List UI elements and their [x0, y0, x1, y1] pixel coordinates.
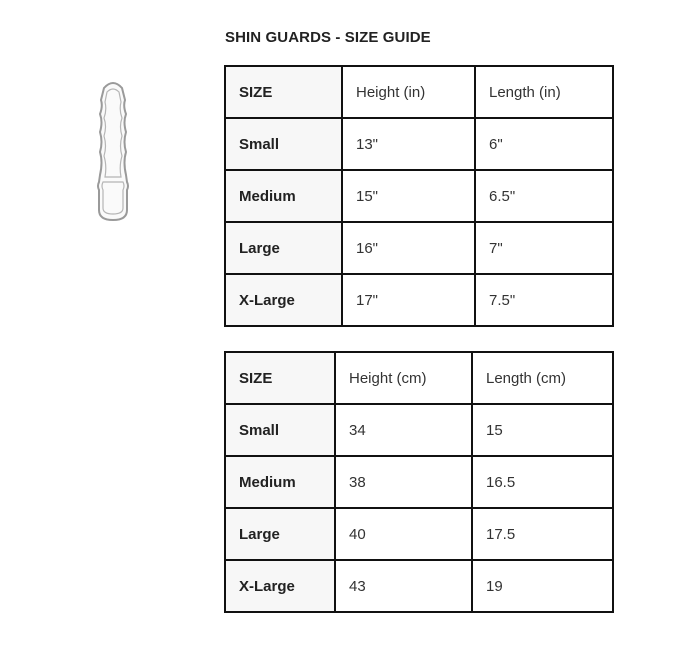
- header-height: Height (cm): [335, 352, 472, 404]
- shin-guard-outline-icon: [94, 80, 132, 222]
- length-cell: 7.5": [475, 274, 613, 326]
- table-row: [225, 508, 613, 560]
- height-cell: 34: [335, 404, 472, 456]
- height-cell: 13": [342, 118, 475, 170]
- height-cell: 15": [342, 170, 475, 222]
- header-size: SIZE: [225, 66, 342, 118]
- shin-guard-image: [94, 80, 132, 222]
- page-title: SHIN GUARDS - SIZE GUIDE: [225, 29, 431, 46]
- header-length: Length (in): [475, 66, 613, 118]
- table-header-row: [225, 352, 613, 404]
- table-row: [225, 222, 613, 274]
- table-row: [225, 404, 613, 456]
- table-row: [225, 560, 613, 612]
- length-cell: 19: [472, 560, 613, 612]
- length-cell: 6.5": [475, 170, 613, 222]
- table-row: [225, 456, 613, 508]
- size-cell: Medium: [225, 170, 342, 222]
- size-cell: Large: [225, 508, 335, 560]
- length-cell: 6": [475, 118, 613, 170]
- size-cell: Large: [225, 222, 342, 274]
- size-cell: X-Large: [225, 560, 335, 612]
- table-header-row: [225, 66, 613, 118]
- length-cell: 15: [472, 404, 613, 456]
- size-cell: X-Large: [225, 274, 342, 326]
- size-table-inches: [224, 65, 614, 327]
- header-height: Height (in): [342, 66, 475, 118]
- length-cell: 17.5: [472, 508, 613, 560]
- height-cell: 17": [342, 274, 475, 326]
- length-cell: 16.5: [472, 456, 613, 508]
- table-row: [225, 274, 613, 326]
- height-cell: 43: [335, 560, 472, 612]
- size-table-cm: [224, 351, 614, 613]
- header-length: Length (cm): [472, 352, 613, 404]
- table-row: [225, 170, 613, 222]
- size-cell: Small: [225, 118, 342, 170]
- height-cell: 38: [335, 456, 472, 508]
- header-size: SIZE: [225, 352, 335, 404]
- length-cell: 7": [475, 222, 613, 274]
- height-cell: 16": [342, 222, 475, 274]
- table-row: [225, 118, 613, 170]
- size-cell: Small: [225, 404, 335, 456]
- height-cell: 40: [335, 508, 472, 560]
- size-cell: Medium: [225, 456, 335, 508]
